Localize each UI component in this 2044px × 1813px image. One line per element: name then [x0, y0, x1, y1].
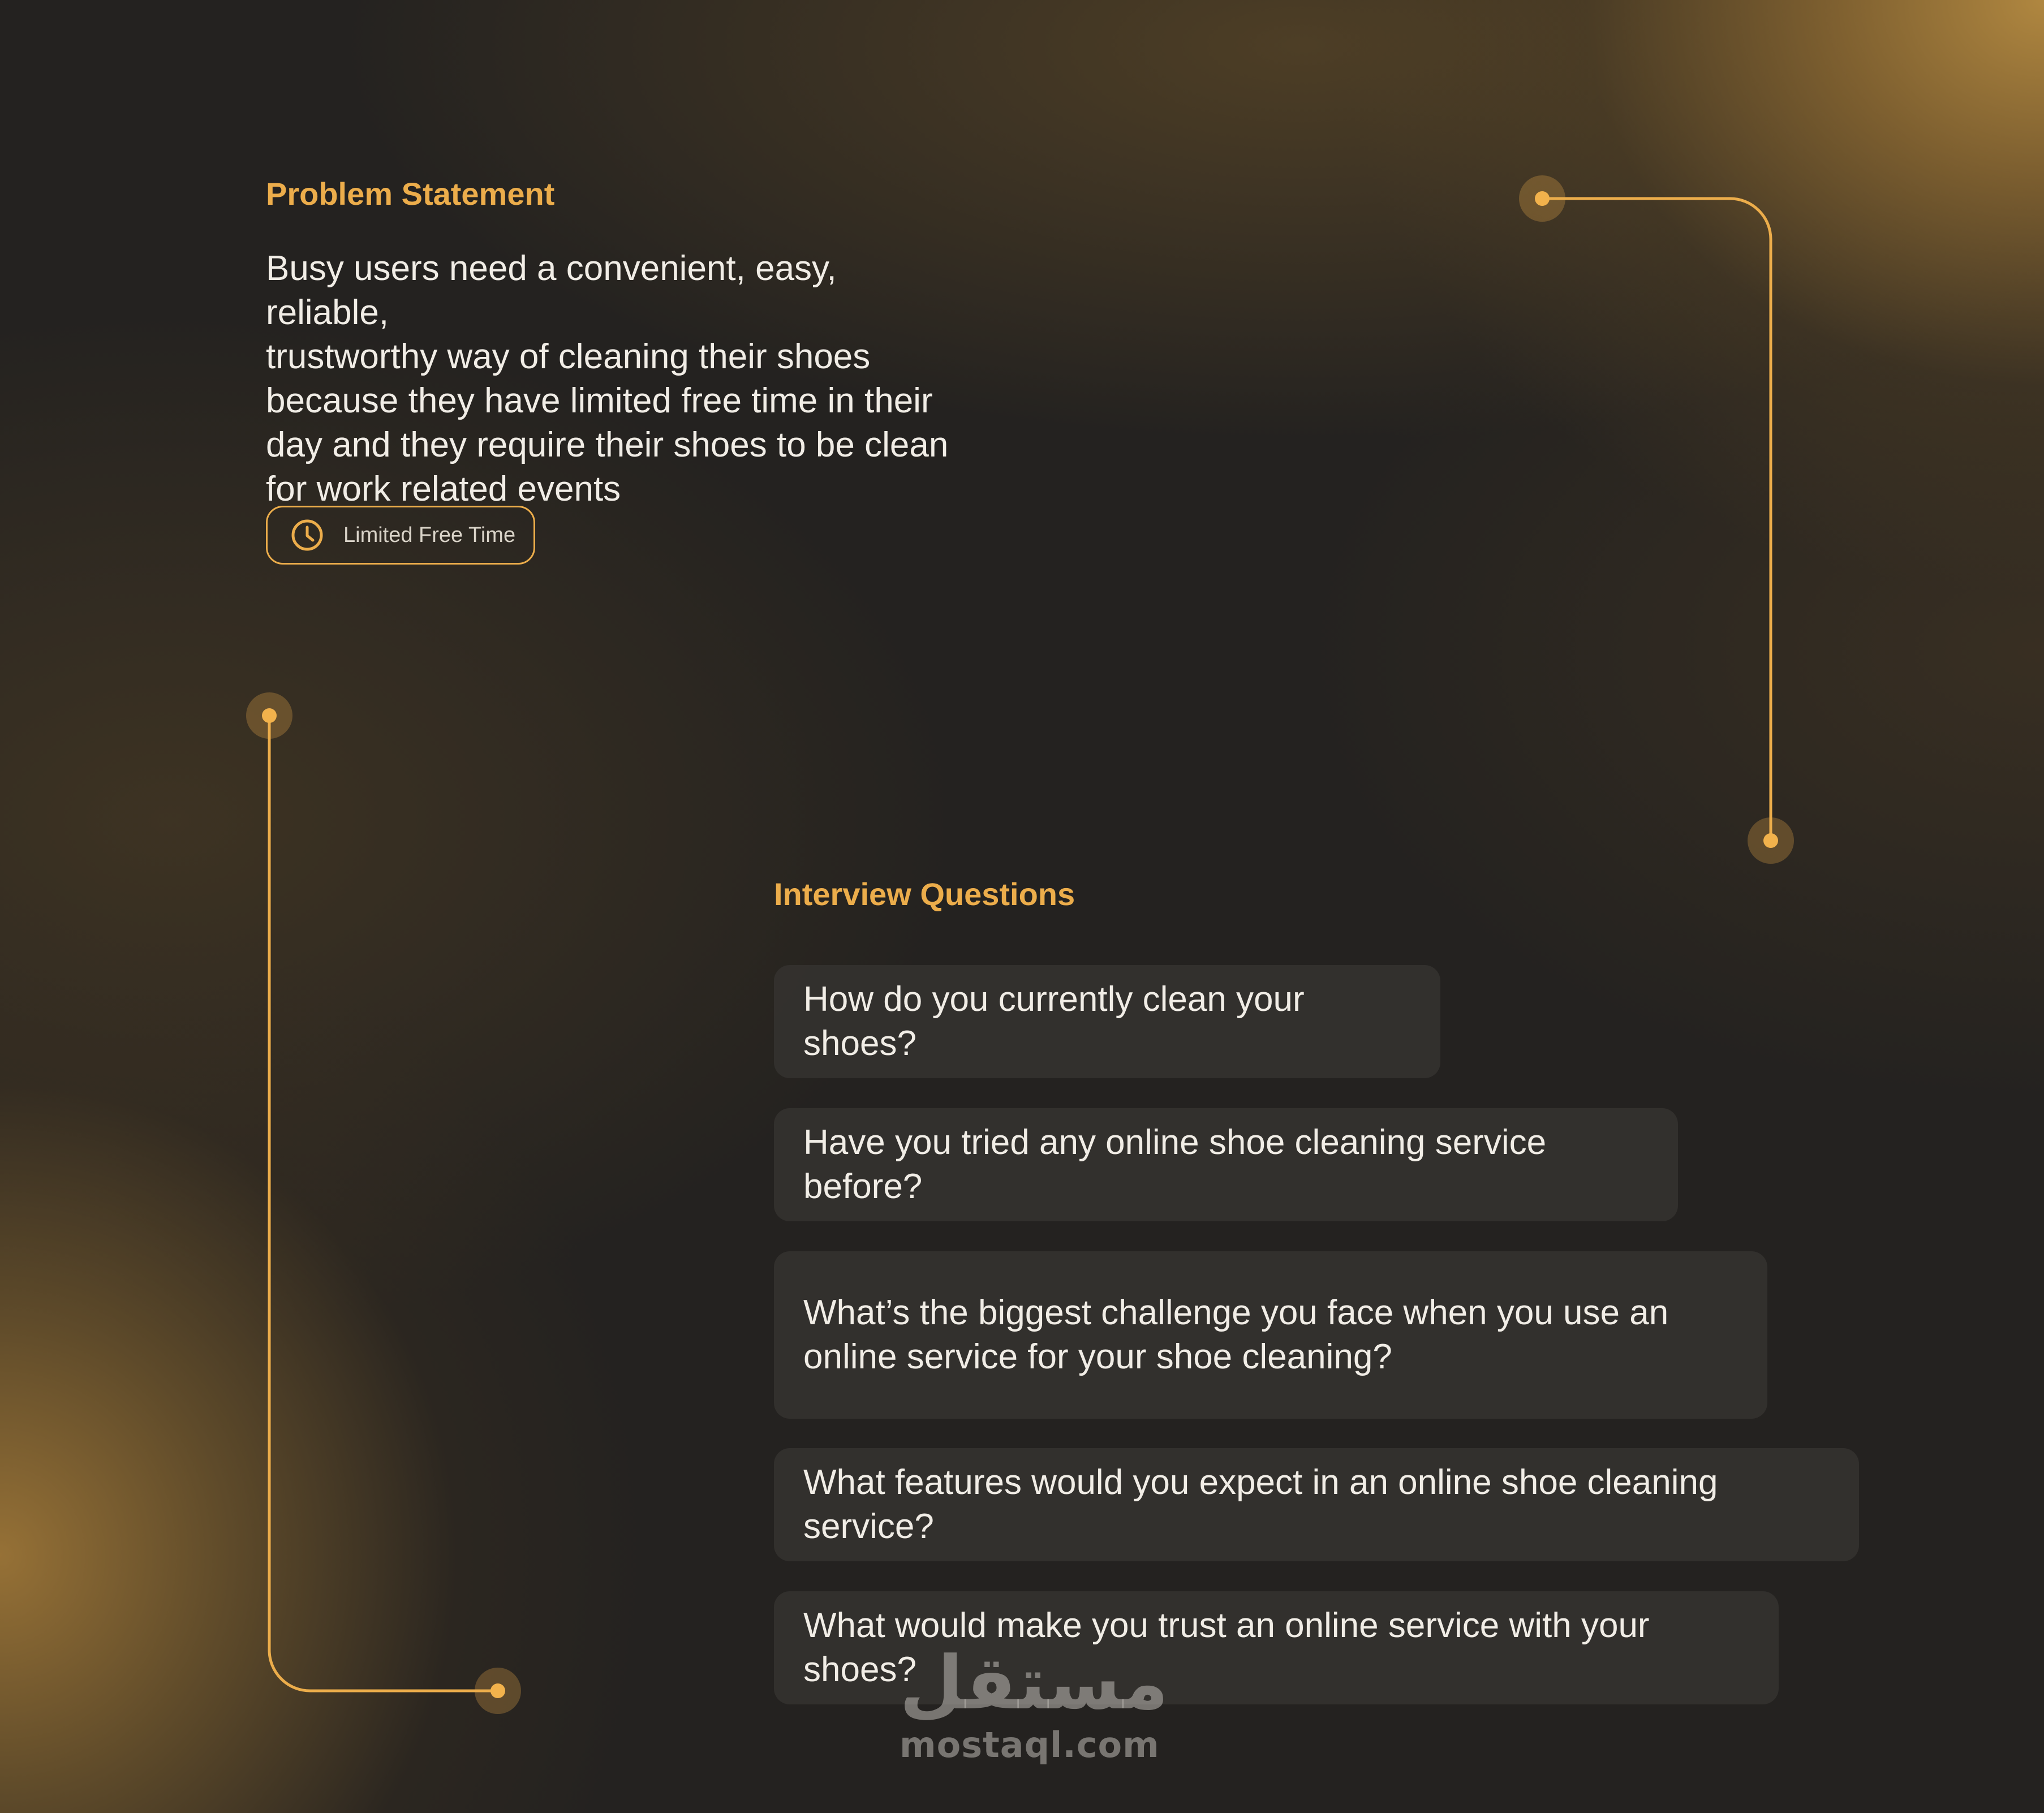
- mostaql-watermark: [900, 1640, 1169, 1765]
- statement-line: day and they require their shoes to be clean: [266, 425, 949, 464]
- problem-statement-text: [266, 247, 967, 511]
- question-card: [774, 1448, 1859, 1561]
- left-connector: [246, 692, 521, 1714]
- top-right-connector: [1519, 175, 1794, 864]
- question-line: How do you currently clean your shoes?: [803, 980, 1305, 1063]
- question-line: Have you tried any online shoe cleaning service before?: [803, 1123, 1547, 1206]
- interview-questions-title: Interview Questions: [774, 876, 1075, 912]
- watermark-latin: mostaql.com: [900, 1724, 1160, 1765]
- watermark-arabic: مستقل: [900, 1640, 1169, 1726]
- question-line: What’s the biggest challenge you face when you use an: [803, 1293, 1669, 1332]
- problem-statement-title: Problem Statement: [266, 176, 555, 212]
- question-text: [803, 1461, 1830, 1549]
- question-line: What would make you trust an online service with your shoes?: [803, 1606, 1650, 1689]
- question-card: [774, 1108, 1678, 1221]
- clock-icon: [290, 518, 324, 552]
- question-line: online service for your shoe cleaning?: [803, 1337, 1392, 1376]
- question-text: [803, 1291, 1668, 1379]
- question-card: [774, 1251, 1767, 1419]
- question-text: [803, 1121, 1649, 1209]
- question-card: [774, 965, 1440, 1078]
- statement-line: for work related events: [266, 470, 621, 509]
- question-text: [803, 977, 1411, 1066]
- question-line: What features would you expect in an online shoe cleaning service?: [803, 1463, 1718, 1546]
- statement-line: Busy users need a convenient, easy, reliable,: [266, 249, 837, 332]
- limited-free-time-tag: [266, 506, 535, 565]
- statement-line: because they have limited free time in their: [266, 381, 933, 420]
- tag-label: Limited Free Time: [343, 523, 516, 547]
- statement-line: trustworthy way of cleaning their shoes: [266, 337, 871, 376]
